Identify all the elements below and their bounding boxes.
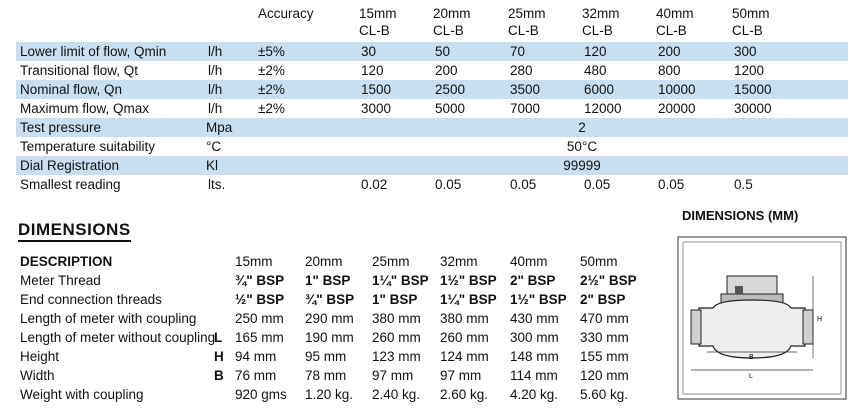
dimension-label: Height: [20, 349, 60, 364]
spec-unit: l/h: [208, 101, 223, 116]
spec-value: 0.05: [510, 177, 537, 192]
size-header: 50mm: [732, 6, 770, 21]
dimension-row: [20, 329, 670, 347]
spec-value: 0.5: [734, 177, 753, 192]
description-header: DESCRIPTION: [20, 254, 113, 269]
size-header: 15mm: [359, 6, 397, 21]
dimension-value: 2.40 kg.: [372, 387, 421, 402]
dimension-value: 330 mm: [580, 330, 629, 345]
dimension-value: 2.60 kg.: [440, 387, 489, 402]
diagram-title: DIMENSIONS (MM): [682, 208, 799, 223]
dim-size-header: 32mm: [440, 254, 478, 269]
class-header: CL-B: [732, 23, 763, 38]
spec-value: 2500: [435, 82, 466, 97]
dimension-label: Meter Thread: [20, 273, 101, 288]
size-header: 32mm: [582, 6, 620, 21]
spec-accuracy: ±2%: [258, 63, 285, 78]
dimension-value: 1" BSP: [305, 273, 351, 288]
spec-value: 30: [361, 44, 377, 59]
spec-value: 480: [584, 63, 607, 78]
dimension-value: 97 mm: [372, 368, 414, 383]
spec-span-value: 2: [578, 120, 586, 135]
size-header: 25mm: [508, 6, 546, 21]
spec-row: [16, 99, 848, 118]
spec-unit: l/h: [208, 63, 223, 78]
spec-value: 70: [510, 44, 526, 59]
dimension-letter: L: [214, 330, 223, 345]
dimension-value: ¾" BSP: [305, 292, 355, 307]
spec-value: 3500: [510, 82, 541, 97]
spec-value: 6000: [584, 82, 615, 97]
dimension-value: 1" BSP: [372, 292, 418, 307]
dimension-value: 300 mm: [510, 330, 559, 345]
dimension-value: 2½" BSP: [580, 273, 637, 288]
spec-label: Dial Registration: [20, 158, 120, 173]
dimension-value: 120 mm: [580, 368, 629, 383]
dimension-value: 124 mm: [440, 349, 489, 364]
dimensions-header-row: [20, 253, 670, 271]
dimension-label: End connection threads: [20, 292, 162, 307]
dimension-row: [20, 272, 670, 290]
spec-row: [16, 42, 848, 61]
spec-value: 10000: [658, 82, 696, 97]
dimension-row: [20, 367, 670, 385]
spec-value: 200: [658, 44, 681, 59]
spec-accuracy: ±2%: [258, 101, 285, 116]
dimension-value: 380 mm: [440, 311, 489, 326]
dimension-value: 1¼" BSP: [440, 292, 497, 307]
class-header: CL-B: [433, 23, 464, 38]
dimension-value: 94 mm: [235, 349, 277, 364]
class-header: CL-B: [656, 23, 687, 38]
spec-value: 15000: [734, 82, 772, 97]
diagram-label-h: H: [817, 316, 823, 323]
size-header: 20mm: [433, 6, 471, 21]
spec-label: Temperature suitability: [20, 139, 156, 154]
spec-row: [16, 80, 848, 99]
dimension-value: 1½" BSP: [510, 292, 567, 307]
spec-value: 7000: [510, 101, 541, 116]
dimension-label: Length of meter with coupling: [20, 311, 197, 326]
dim-size-header: 40mm: [510, 254, 548, 269]
spec-span-value: 50°C: [566, 139, 598, 154]
dimensions-title: DIMENSIONS: [18, 220, 131, 242]
dimension-value: 470 mm: [580, 311, 629, 326]
dimension-value: 155 mm: [580, 349, 629, 364]
dimension-row: [20, 310, 670, 328]
dimension-value: 4.20 kg.: [510, 387, 559, 402]
spec-unit: l/h: [208, 44, 223, 59]
spec-value: 1200: [734, 63, 765, 78]
dimension-value: 1½" BSP: [440, 273, 497, 288]
dimension-value: 1¼" BSP: [372, 273, 429, 288]
diagram-label-l: L: [749, 373, 753, 380]
dimension-value: 260 mm: [372, 330, 421, 345]
dimension-value: ¾" BSP: [235, 273, 285, 288]
dim-size-header: 50mm: [580, 254, 618, 269]
spec-value: 300: [734, 44, 757, 59]
spec-value: 120: [584, 44, 607, 59]
dimension-value: 148 mm: [510, 349, 559, 364]
spec-value: 3000: [361, 101, 392, 116]
meter-diagram: [677, 236, 847, 400]
dimension-row: [20, 348, 670, 366]
spec-row: [16, 175, 848, 194]
dimension-row: [20, 291, 670, 309]
diagram-label-b: B: [749, 354, 754, 361]
spec-value: 5000: [435, 101, 466, 116]
spec-value: 50: [435, 44, 451, 59]
dimension-value: 430 mm: [510, 311, 559, 326]
dimension-value: 260 mm: [440, 330, 489, 345]
dim-size-header: 15mm: [235, 254, 273, 269]
spec-unit: Mpa: [206, 120, 233, 135]
accuracy-header: Accuracy: [258, 6, 314, 21]
dimension-value: 920 gms: [235, 387, 287, 402]
dimension-label: Length of meter without coupling: [20, 330, 216, 345]
spec-row: [16, 118, 848, 137]
spec-unit: lts.: [208, 177, 226, 192]
dimension-value: 78 mm: [305, 368, 347, 383]
class-header: CL-B: [582, 23, 613, 38]
dimension-letter: H: [214, 349, 224, 364]
spec-row: [16, 156, 848, 175]
spec-value: 30000: [734, 101, 772, 116]
dimension-value: 5.60 kg.: [580, 387, 629, 402]
spec-label: Maximum flow, Qmax: [20, 101, 150, 116]
spec-accuracy: ±5%: [258, 44, 285, 59]
dimension-value: 2" BSP: [580, 292, 626, 307]
spec-value: 0.05: [435, 177, 462, 192]
dimension-label: Weight with coupling: [20, 387, 144, 402]
dimension-value: ½" BSP: [235, 292, 285, 307]
spec-row: [16, 137, 848, 156]
dimension-value: 97 mm: [440, 368, 482, 383]
spec-unit: l/h: [208, 82, 223, 97]
spec-label: Test pressure: [20, 120, 102, 135]
size-header: 40mm: [656, 6, 694, 21]
dimension-row: [20, 386, 670, 404]
spec-value: 0.02: [361, 177, 388, 192]
spec-label: Smallest reading: [20, 177, 121, 192]
dimension-value: 114 mm: [510, 368, 558, 383]
dimension-label: Width: [20, 368, 55, 383]
dimension-value: 250 mm: [235, 311, 284, 326]
spec-value: 12000: [584, 101, 622, 116]
spec-value: 800: [658, 63, 681, 78]
spec-value: 0.05: [658, 177, 685, 192]
spec-label: Transitional flow, Qt: [20, 63, 139, 78]
spec-value: 0.05: [584, 177, 611, 192]
dimension-value: 1.20 kg.: [305, 387, 354, 402]
dimension-value: 123 mm: [372, 349, 421, 364]
spec-header-row: [16, 4, 848, 42]
class-header: CL-B: [508, 23, 539, 38]
dimension-value: 190 mm: [305, 330, 354, 345]
spec-label: Nominal flow, Qn: [20, 82, 123, 97]
spec-row: [16, 61, 848, 80]
dimension-value: 165 mm: [235, 330, 284, 345]
spec-value: 200: [435, 63, 458, 78]
spec-accuracy: ±2%: [258, 82, 285, 97]
spec-value: 120: [361, 63, 384, 78]
spec-unit: Kl: [206, 158, 219, 173]
class-header: CL-B: [359, 23, 390, 38]
spec-label: Lower limit of flow, Qmin: [20, 44, 167, 59]
dimension-value: 76 mm: [235, 368, 277, 383]
spec-span-value: 99999: [563, 158, 601, 173]
dim-size-header: 25mm: [372, 254, 410, 269]
dimension-letter: B: [214, 368, 224, 383]
meter-drawing: [677, 236, 847, 400]
dimension-value: 380 mm: [372, 311, 421, 326]
spec-value: 1500: [361, 82, 392, 97]
dimension-value: 95 mm: [305, 349, 347, 364]
dimension-value: 2" BSP: [510, 273, 556, 288]
dimension-value: 290 mm: [305, 311, 354, 326]
spec-value: 280: [510, 63, 533, 78]
dim-size-header: 20mm: [305, 254, 343, 269]
spec-value: 20000: [658, 101, 696, 116]
spec-unit: °C: [206, 139, 222, 154]
